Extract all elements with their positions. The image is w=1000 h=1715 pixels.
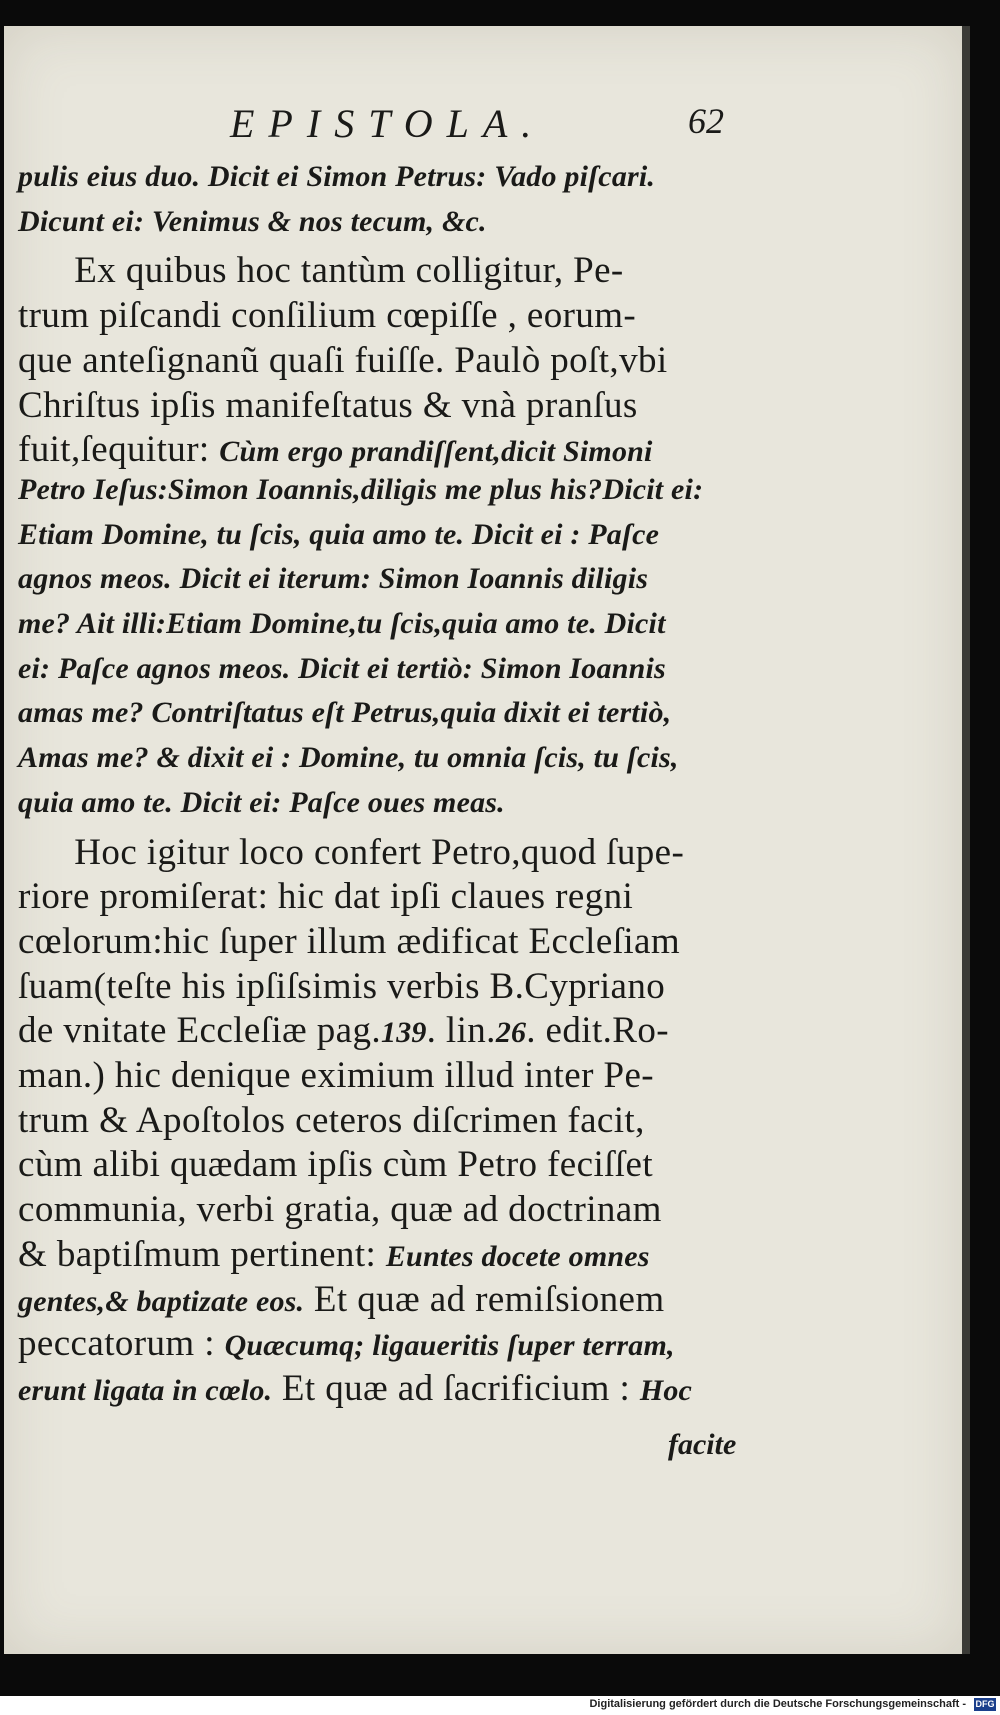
- dfg-logo-icon: DFG: [975, 1699, 995, 1709]
- text-line: [18, 339, 668, 382]
- roman-text: . lin.: [426, 1010, 496, 1052]
- text-line: [18, 1188, 662, 1231]
- roman-text: Chriſtus ipſis manifeſtatus & vnà pranſus: [18, 384, 638, 426]
- roman-text: Et quæ ad ſacrificium :: [272, 1367, 640, 1409]
- italic-text: Euntes docete omnes: [385, 1239, 650, 1273]
- running-head: EPISTOLA.: [230, 101, 546, 146]
- italic-text: Hoc: [639, 1373, 693, 1407]
- italic-text: amas me? Contriſtatus eſt Petrus,quia dixit ei tertiò,: [18, 696, 672, 730]
- text-line: [18, 428, 653, 471]
- italic-text: gentes,& baptizate eos.: [18, 1284, 305, 1318]
- text-line: [18, 741, 679, 775]
- italic-text: ei: Paſce agnos meos. Dicit ei tertiò: Simon Ioannis: [18, 651, 666, 685]
- text-line: [18, 1054, 654, 1097]
- italic-text: Amas me? & dixit ei : Domine, tu omnia ſcis, tu ſcis,: [18, 741, 679, 775]
- italic-text: pulis eius duo. Dicit ei Simon Petrus: Vado piſcari.: [18, 160, 656, 193]
- page-number: 62: [688, 101, 724, 141]
- text-line: [18, 249, 624, 292]
- text-line: [18, 920, 680, 963]
- italic-text: quia amo te. Dicit ei: Paſce oues meas.: [18, 785, 505, 819]
- roman-text: trum & Apoſtolos ceteros diſcrimen facit,: [18, 1099, 645, 1141]
- text-line: [18, 652, 666, 686]
- italic-text: Cùm ergo prandiſſent,dicit Simoni: [219, 435, 653, 469]
- text-line: [18, 1233, 650, 1276]
- roman-text: Hoc igitur loco confert Petro,quod ſupe-: [18, 831, 685, 873]
- roman-text: . edit.Ro-: [526, 1010, 669, 1052]
- roman-text: communia, verbi gratia, quæ ad doctrinam: [18, 1189, 662, 1231]
- italic-text: me? Ait illi:Etiam Domine,tu ſcis,quia amo te. Dicit: [18, 607, 666, 640]
- italic-text: Dicunt ei: Venimus & nos tecum, &c.: [18, 204, 487, 238]
- text-line: [18, 1278, 665, 1321]
- text-line: [18, 562, 648, 596]
- page-fore-edge: [962, 26, 970, 1654]
- text-line: [18, 1099, 645, 1142]
- text-line: [18, 518, 659, 552]
- roman-text: Et quæ ad remiſsionem: [304, 1278, 665, 1320]
- italic-text: erunt ligata in cœlo.: [18, 1373, 273, 1407]
- italic-text: Etiam Domine, tu ſcis, quia amo te. Dicit ei : Paſce: [18, 517, 660, 551]
- roman-text: peccatorum :: [18, 1323, 225, 1365]
- roman-text: Ex quibus hoc tantùm colligitur, Pe-: [18, 250, 624, 292]
- text-line: [18, 875, 633, 918]
- roman-text: fuit,ſequitur:: [18, 429, 220, 471]
- italic-text: 26: [495, 1016, 527, 1050]
- roman-text: cùm alibi quædam ipſis cùm Petro feciſſet: [18, 1144, 653, 1186]
- roman-text: man.) hic denique eximium illud inter Pe-: [18, 1055, 655, 1096]
- text-line: [18, 965, 665, 1008]
- roman-text: de vnitate Eccleſiæ pag.: [18, 1010, 382, 1052]
- footer-credit: Digitalisierung gefördert durch die Deutsche Forschungsgemeinschaft -: [589, 1698, 966, 1710]
- roman-text: trum piſcandi conſilium cœpiſſe , eorum-: [18, 295, 637, 337]
- text-line: [18, 1322, 675, 1365]
- italic-text: Quæcumq; ligaueritis ſuper terram,: [224, 1329, 675, 1363]
- text-line: [18, 607, 666, 641]
- text-line: [18, 1367, 692, 1410]
- text-line: [18, 1143, 653, 1186]
- roman-text: & baptiſmum pertinent:: [18, 1233, 386, 1275]
- italic-text: Petro Ieſus:Simon Ioannis,diligis me plus his?Dicit ei:: [18, 472, 704, 506]
- text-line: [18, 473, 703, 507]
- catchword: facite: [668, 1428, 737, 1461]
- italic-text: agnos meos. Dicit ei iterum: Simon Ioannis diligis: [18, 562, 649, 596]
- text-line: [18, 831, 684, 874]
- text-line: [18, 160, 655, 194]
- roman-text: que anteſignanũ quaſi fuiſſe. Paulò poſt,vbi: [18, 339, 668, 381]
- italic-text: 139: [381, 1016, 427, 1050]
- text-line: [18, 1009, 669, 1052]
- roman-text: cœlorum:hic ſuper illum ædificat Eccleſiam: [18, 920, 681, 962]
- text-line: [18, 786, 505, 820]
- roman-text: ſuam(teſte his ipſiſsimis verbis B.Cypriano: [18, 965, 666, 1007]
- text-line: [18, 696, 671, 730]
- roman-text: riore promiſerat: hic dat ipſi claues regni: [18, 876, 634, 918]
- text-line: [18, 205, 487, 239]
- text-line: [18, 294, 636, 337]
- text-line: [18, 384, 638, 427]
